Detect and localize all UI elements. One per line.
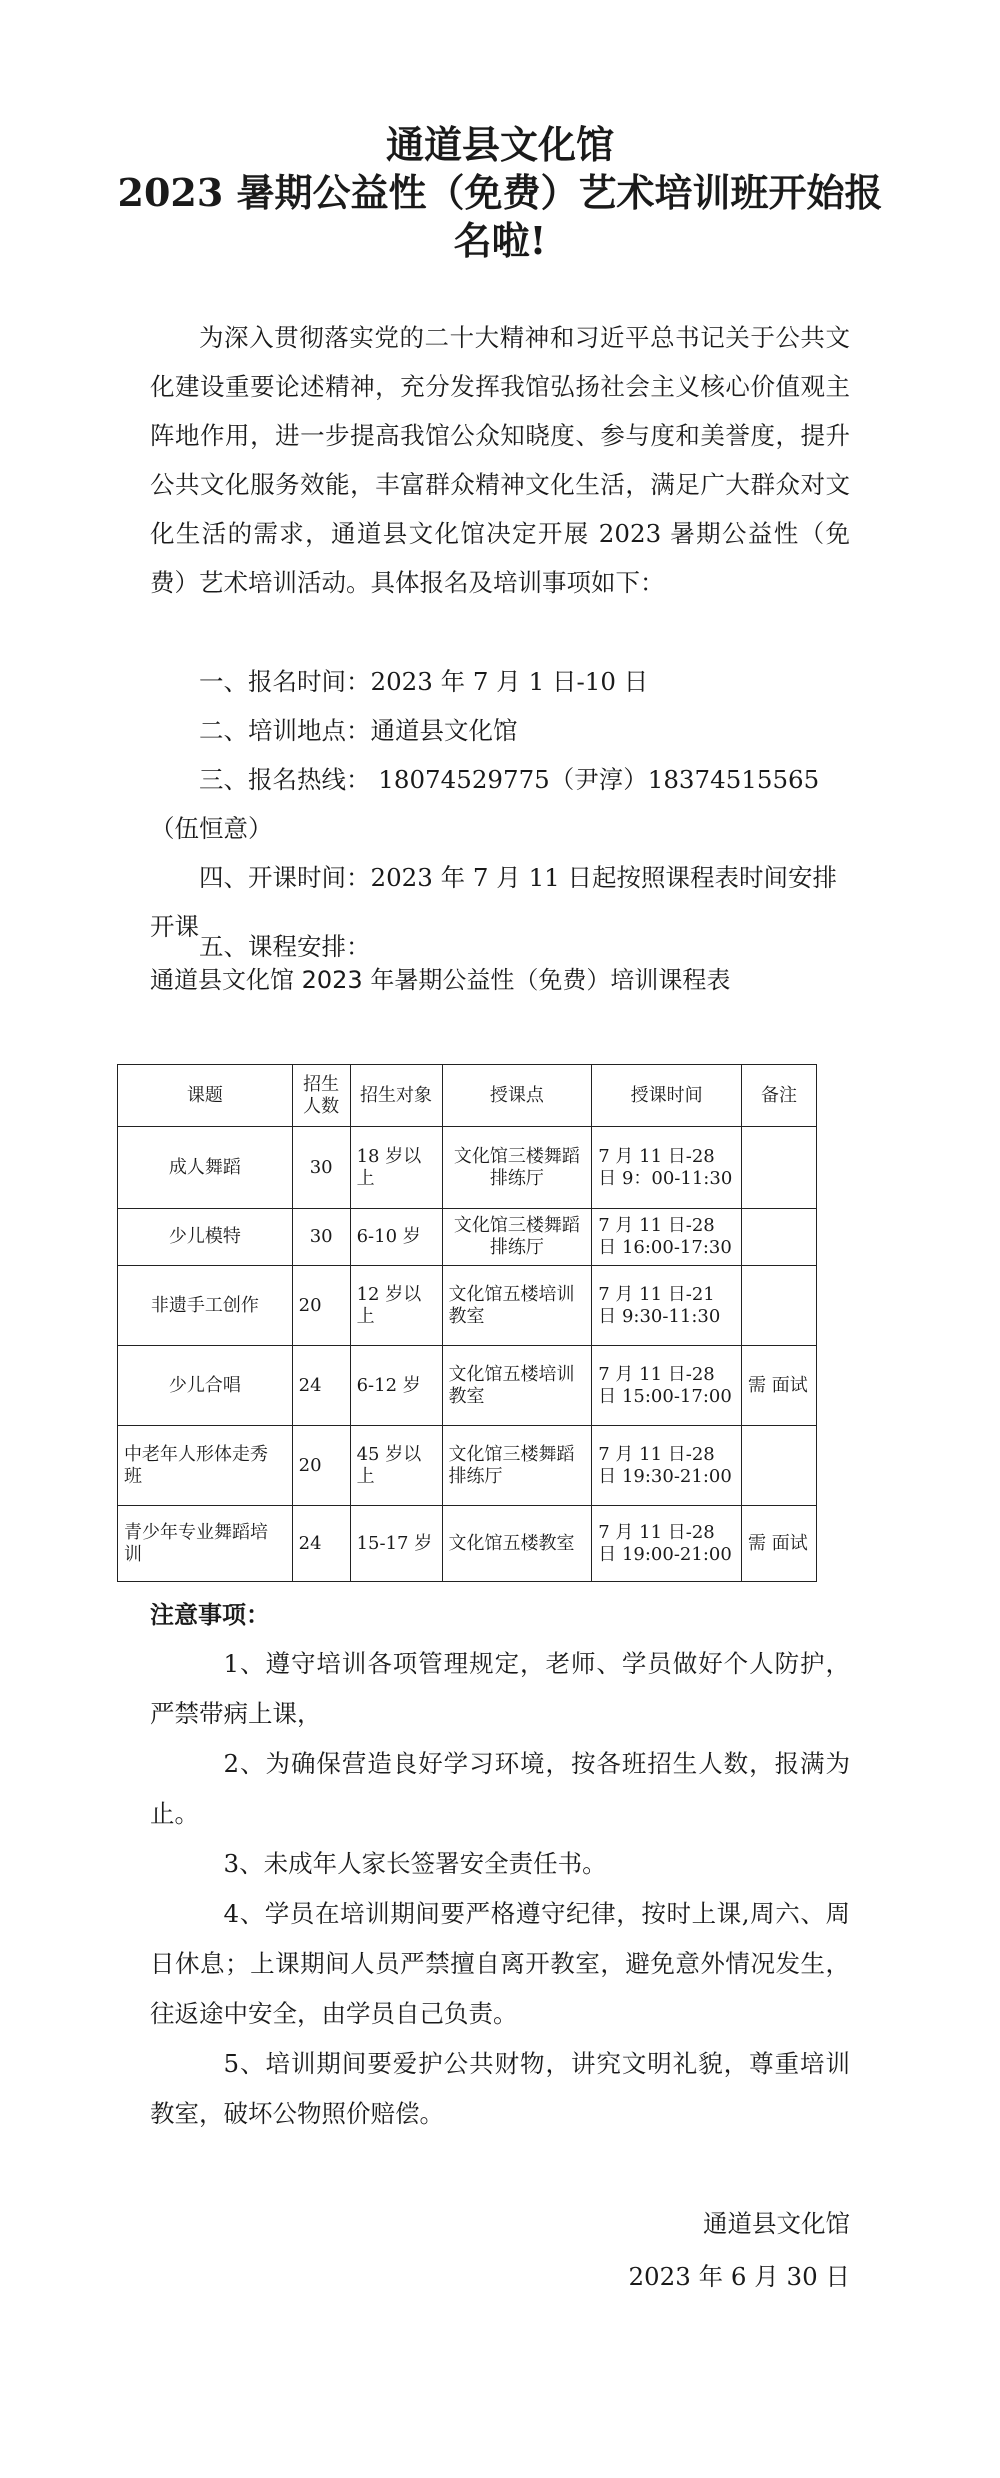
title-line-1: 通道县文化馆 [385, 122, 614, 167]
cell-enrollment: 30 [292, 1209, 350, 1266]
course-schedule-table [117, 1064, 817, 1582]
cell-remark [742, 1127, 817, 1209]
header-target: 招生对象 [350, 1065, 442, 1127]
title-line-2: 2023 暑期公益性（免费）艺术培训班开始报 [117, 170, 883, 215]
signature-date: 2023 年 6 月 30 日 [628, 2262, 850, 2291]
table-row [118, 1127, 817, 1209]
cell-enrollment: 20 [292, 1426, 350, 1506]
cell-remark: 需 面试 [742, 1506, 817, 1582]
note-1: 1、遵守培训各项管理规定，老师、学员做好个人防护，严禁带病上课， [150, 1649, 850, 1728]
cell-course: 非遗手工创作 [118, 1266, 293, 1346]
item-training-location: 二、培训地点：通道县文化馆 [199, 716, 518, 745]
note-2: 2、为确保营造良好学习环境，按各班招生人数，报满为止。 [150, 1749, 850, 1828]
cell-remark [742, 1266, 817, 1346]
note-5: 5、培训期间要爱护公共财物，讲究文明礼貌，尊重培训教室，破坏公物照价赔偿。 [150, 2049, 850, 2128]
cell-target: 12 岁以上 [350, 1266, 442, 1346]
cell-remark [742, 1209, 817, 1266]
cell-venue: 文化馆五楼培训教室 [442, 1266, 592, 1346]
schedule-title: 通道县文化馆 2023 年暑期公益性（免费）培训课程表 [150, 966, 731, 994]
header-remark: 备注 [742, 1065, 817, 1127]
cell-time: 7 月 11 日-28 日 15:00-17:00 [592, 1346, 742, 1426]
table-row [118, 1266, 817, 1346]
cell-remark [742, 1426, 817, 1506]
note-3: 3、未成年人家长签署安全责任书。 [223, 1849, 607, 1878]
cell-time: 7 月 11 日-21 日 9:30-11:30 [592, 1266, 742, 1346]
header-enrollment: 招生人数 [292, 1065, 350, 1127]
table-row [118, 1506, 817, 1582]
table-header-row [118, 1065, 817, 1127]
cell-course: 成人舞蹈 [118, 1127, 293, 1209]
notes-title: 注意事项： [150, 1600, 270, 1629]
cell-target: 18 岁以上 [350, 1127, 442, 1209]
item-signup-time: 一、报名时间：2023 年 7 月 1 日-10 日 [199, 667, 649, 696]
item-course-arrangement: 五、课程安排： [199, 932, 371, 961]
cell-time: 7 月 11 日-28 日 9：00-11:30 [592, 1127, 742, 1209]
note-4: 4、学员在培训期间要严格遵守纪律，按时上课,周六、周日休息；上课期间人员严禁擅自离开教室，避免意外情况发生，往返途中安全，由学员自己负责。 [150, 1899, 850, 2028]
cell-enrollment: 20 [292, 1266, 350, 1346]
cell-venue: 文化馆三楼舞蹈排练厅 [442, 1209, 592, 1266]
cell-time: 7 月 11 日-28 日 16:00-17:30 [592, 1209, 742, 1266]
cell-enrollment: 24 [292, 1506, 350, 1582]
cell-time: 7 月 11 日-28 日 19:00-21:00 [592, 1506, 742, 1582]
cell-remark: 需 面试 [742, 1346, 817, 1426]
cell-target: 15-17 岁 [350, 1506, 442, 1582]
item-start-time: 四、开课时间：2023 年 7 月 11 日起按照课程表时间安排开课 [150, 863, 838, 941]
header-time: 授课时间 [592, 1065, 742, 1127]
header-course: 课题 [118, 1065, 293, 1127]
cell-target: 45 岁以上 [350, 1426, 442, 1506]
cell-enrollment: 30 [292, 1127, 350, 1209]
signature-org: 通道县文化馆 [703, 2209, 850, 2238]
cell-course: 青少年专业舞蹈培训 [118, 1506, 293, 1582]
cell-venue: 文化馆五楼培训教室 [442, 1346, 592, 1426]
title-line-3: 名啦! [453, 218, 547, 263]
table-row [118, 1209, 817, 1266]
table-row [118, 1426, 817, 1506]
cell-venue: 文化馆三楼舞蹈排练厅 [442, 1127, 592, 1209]
header-venue: 授课点 [442, 1065, 592, 1127]
cell-enrollment: 24 [292, 1346, 350, 1426]
cell-target: 6-10 岁 [350, 1209, 442, 1266]
cell-course: 少儿合唱 [118, 1346, 293, 1426]
cell-venue: 文化馆三楼舞蹈排练厅 [442, 1426, 592, 1506]
cell-course: 中老年人形体走秀班 [118, 1426, 293, 1506]
cell-venue: 文化馆五楼教室 [442, 1506, 592, 1582]
item-hotline: 三、报名热线： 18074529775（尹淳）18374515565（伍恒意） [150, 765, 820, 843]
table-row [118, 1346, 817, 1426]
cell-target: 6-12 岁 [350, 1346, 442, 1426]
cell-time: 7 月 11 日-28 日 19:30-21:00 [592, 1426, 742, 1506]
cell-course: 少儿模特 [118, 1209, 293, 1266]
intro-paragraph: 为深入贯彻落实党的二十大精神和习近平总书记关于公共文化建设重要论述精神，充分发挥我馆弘扬社会主义核心价值观主阵地作用，进一步提高我馆公众知晓度、参与度和美誉度，提升公共文化服务效能，丰富群众精神文化生活，满足广大群众对文化生活的需求，通道县文化馆决定开展 2023 暑期公益性（免费）艺术培训活动。具体报名及培训事项如下： [150, 323, 850, 597]
